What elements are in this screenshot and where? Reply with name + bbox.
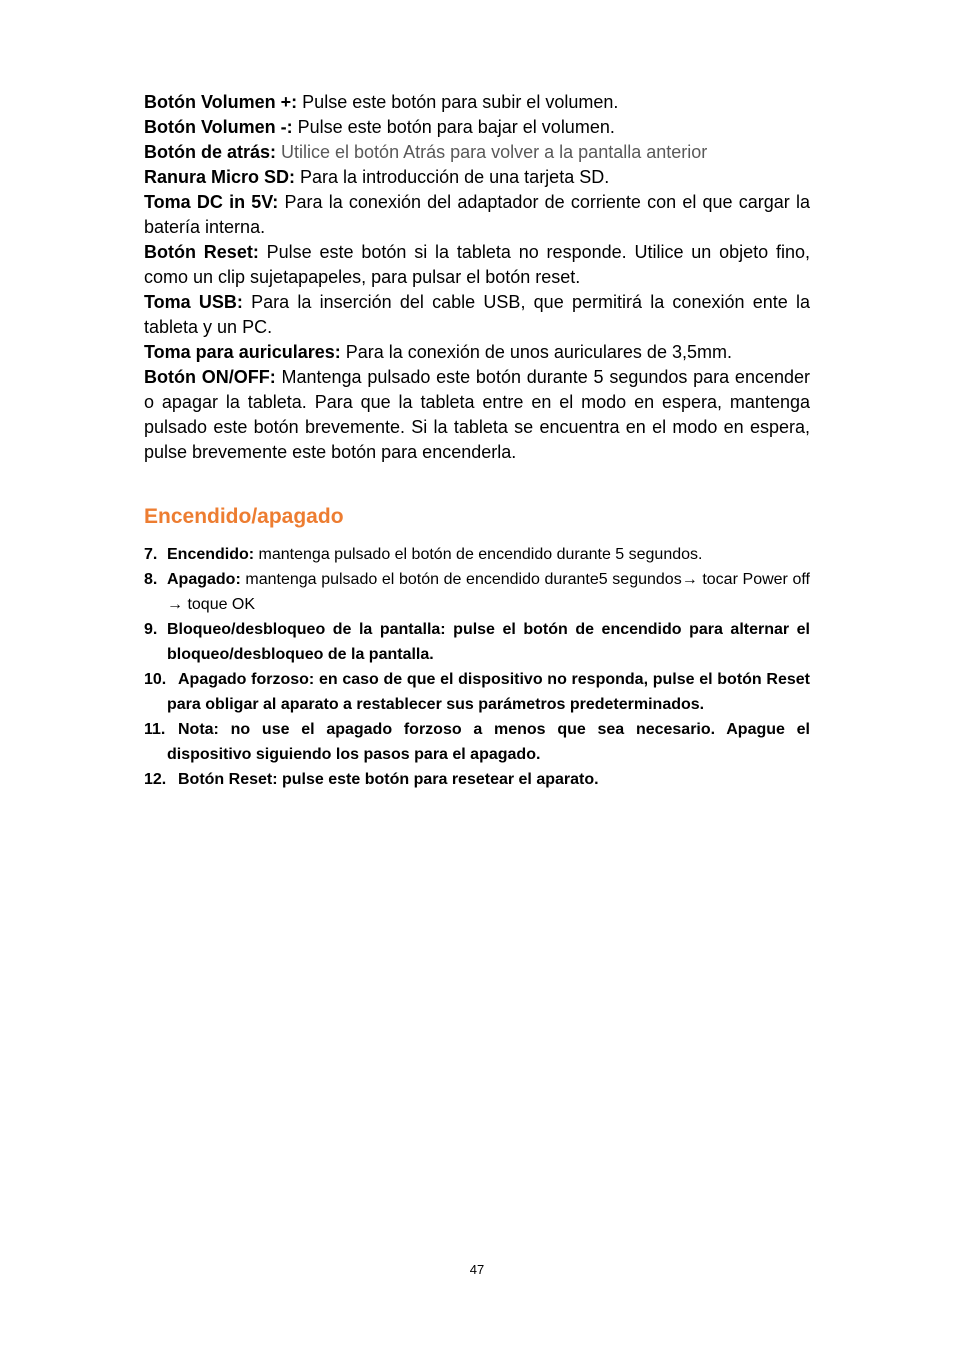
list-item (144, 567, 810, 617)
entry-label: Toma para auriculares: (144, 342, 341, 362)
section-title: Encendido/apagado (144, 505, 344, 528)
entry-usb (144, 290, 810, 340)
entry-on-off (144, 365, 810, 465)
page-content (144, 90, 810, 792)
step-number: 12. (144, 771, 167, 788)
step-label: Nota: no use el apagado forzoso a menos que sea necesario. Apague el dispositivo siguiendo los pasos para el apagado. (167, 721, 810, 763)
list-item (144, 542, 810, 567)
step-label: Apagado forzoso: en caso de que el dispositivo no responda, pulse el botón Reset para obligar al aparato a restablecer sus parámetros predeterminados. (167, 671, 810, 713)
entry-volume-down (144, 115, 810, 140)
step-text: mantenga pulsado el botón de encendido durante 5 segundos. (254, 546, 703, 563)
entry-text: Pulse este botón para subir el volumen. (297, 92, 619, 112)
step-number: 11. (144, 721, 166, 738)
entry-label: Botón Volumen +: (144, 92, 298, 112)
entry-text: Pulse este botón para bajar el volumen. (292, 117, 615, 137)
list-item (144, 667, 810, 717)
entry-text: Utilice el botón Atrás para volver a la pantalla anterior (276, 142, 708, 162)
entry-label: Ranura Micro SD: (144, 167, 296, 187)
entry-text: Para la conexión de unos auriculares de 3,5mm. (340, 342, 732, 362)
entry-back-button (144, 140, 810, 165)
entry-headphones (144, 340, 810, 365)
step-label: Botón Reset: pulse este botón para resetear el aparato. (178, 771, 599, 788)
step-number: 8. (144, 571, 158, 588)
step-label: Bloqueo/desbloqueo de la pantalla: pulse el botón de encendido para alternar el bloqueo/desbloqueo de la pantalla. (167, 621, 810, 663)
entry-label: Botón Volumen -: (144, 117, 293, 137)
step-label: Apagado: (167, 571, 241, 588)
entry-volume-up (144, 90, 810, 115)
step-number: 7. (144, 546, 158, 563)
entry-reset (144, 240, 810, 290)
entry-micro-sd (144, 165, 810, 190)
entry-dc-in (144, 190, 810, 240)
entry-text: Para la introducción de una tarjeta SD. (295, 167, 610, 187)
entry-label: Toma USB: (144, 292, 243, 312)
steps-list (144, 542, 810, 792)
list-item (144, 617, 810, 667)
step-text: mantenga pulsado el botón de encendido durante5 segundos→ tocar Power off → toque OK (167, 571, 810, 613)
entry-text: Para la inserción del cable USB, que permitirá la conexión ente la tableta y un PC. (144, 292, 810, 337)
entry-label: Botón ON/OFF: (144, 367, 276, 387)
entry-text: Pulse este botón si la tableta no responde. Utilice un objeto fino, como un clip sujetapapeles, para pulsar el botón reset. (144, 242, 810, 287)
step-number: 9. (144, 621, 158, 638)
step-label: Encendido: (167, 546, 255, 563)
list-item (144, 767, 810, 792)
entry-label: Botón de atrás: (144, 142, 277, 162)
entry-label: Toma DC in 5V: (144, 192, 279, 212)
list-item (144, 717, 810, 767)
entry-text: Mantenga pulsado este botón durante 5 segundos para encender o apagar la tableta. Para que la tableta entre en el modo en espera, mantenga pulsado este botón brevemente. Si la tableta se encuentra en el modo en espera, pulse brevemente este botón para encenderla. (144, 367, 810, 462)
step-number: 10. (144, 671, 167, 688)
entry-text: Para la conexión del adaptador de corriente con el que cargar la batería interna. (144, 192, 810, 237)
page-number: 47 (469, 1262, 485, 1277)
entry-label: Botón Reset: (144, 242, 259, 262)
